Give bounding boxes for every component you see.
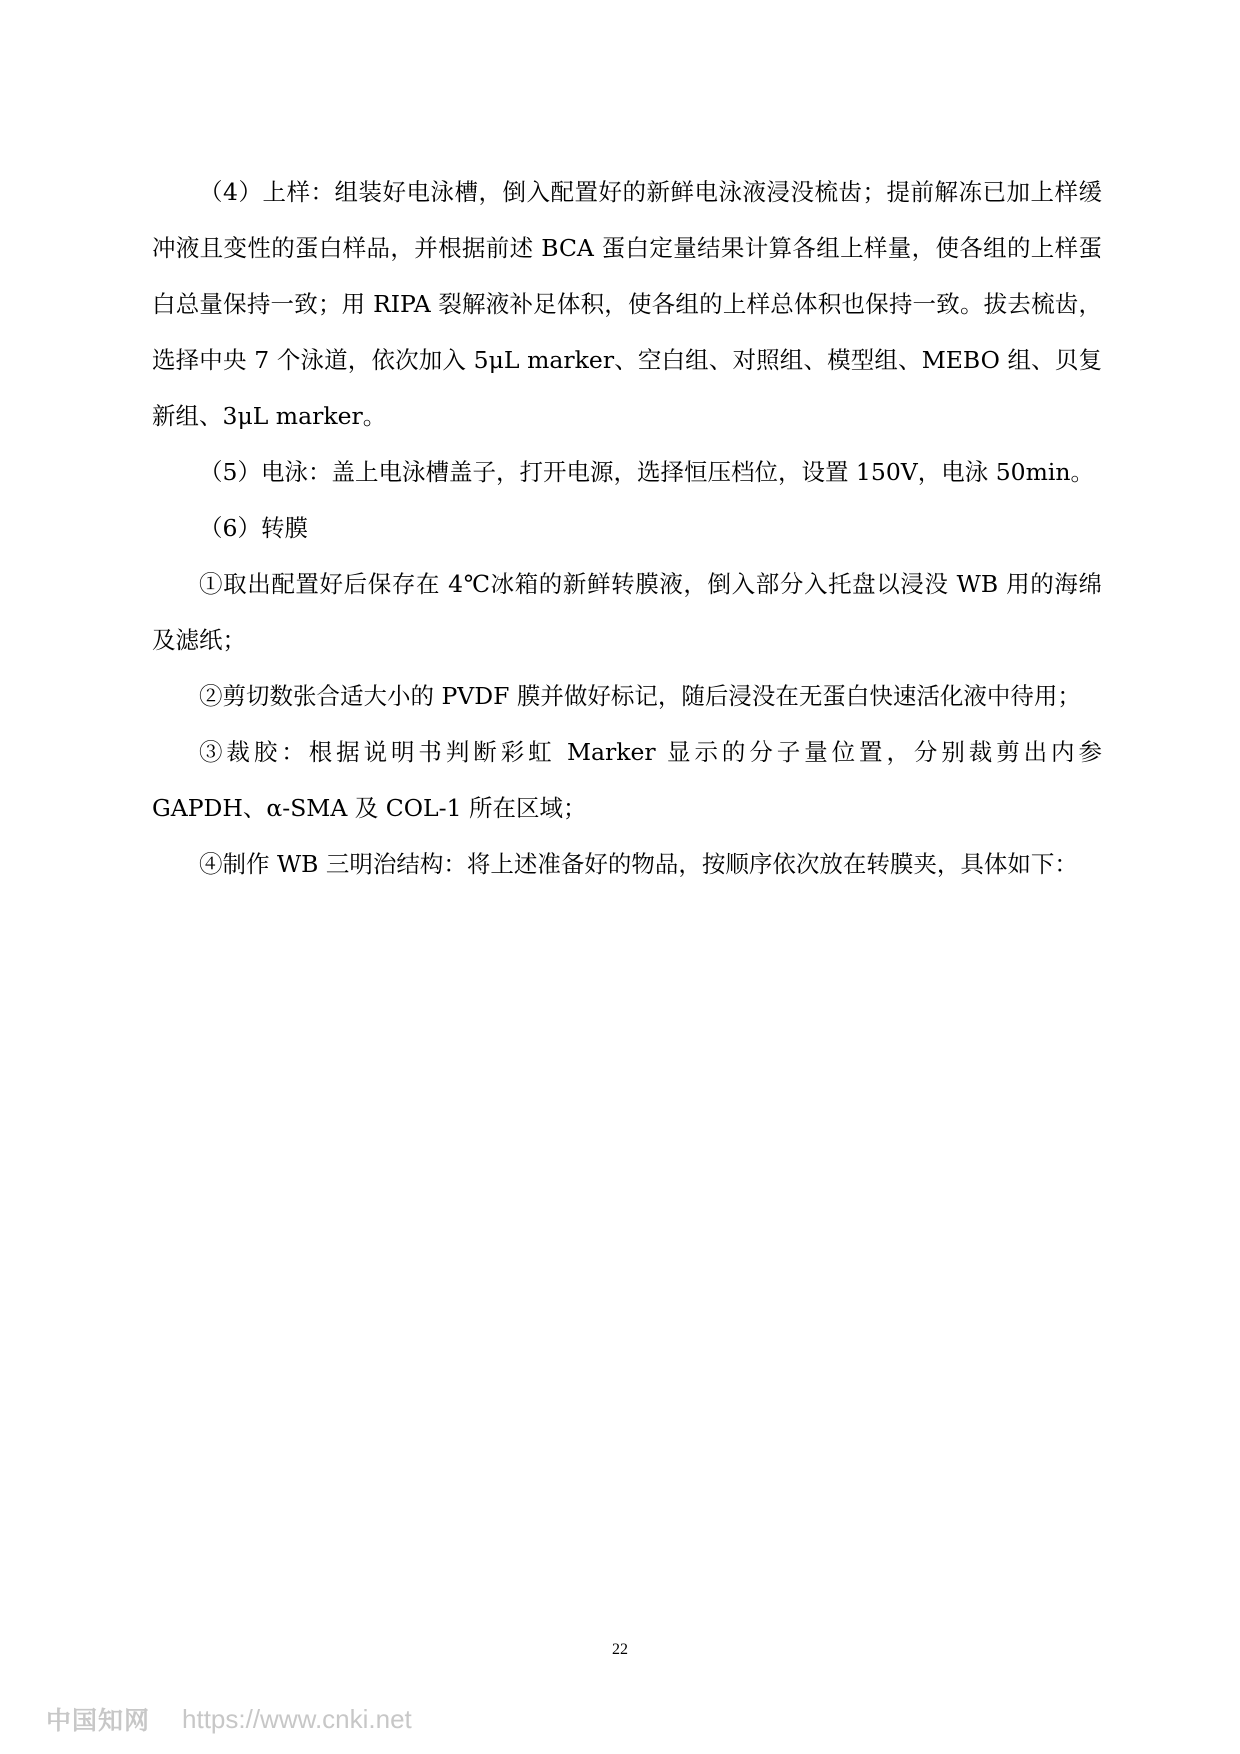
paragraph-transfer-step-1: ①取出配置好后保存在 4℃冰箱的新鲜转膜液，倒入部分入托盘以浸没 WB 用的海绵及滤纸；: [152, 570, 1102, 654]
paragraph-loading-samples: （4）上样：组装好电泳槽，倒入配置好的新鲜电泳液浸没梳齿；提前解冻已加上样缓冲液且变性的蛋白样品，并根据前述 BCA 蛋白定量结果计算各组上样量，使各组的上样蛋白总量保持一致；用 RIPA 裂解液补足体积，使各组的上样总体积也保持一致。拔去梳齿，选择中央 7 个泳道，依次加入 5μL marker、空白组、对照组、模型组、MEBO 组、贝复新组、3μL marker。: [152, 178, 1102, 430]
page-number: 22: [612, 1641, 628, 1658]
paragraph-transfer-step-3: ③裁胶：根据说明书判断彩虹 Marker 显示的分子量位置，分别裁剪出内参 GAPDH、α-SMA 及 COL-1 所在区域；: [152, 738, 1102, 822]
paragraph-transfer-step-4: ④制作 WB 三明治结构：将上述准备好的物品，按顺序依次放在转膜夹，具体如下：: [199, 850, 1078, 878]
watermark-url: https://www.cnki.net: [182, 1703, 412, 1734]
paragraph-transfer-heading: （6）转膜: [199, 514, 308, 542]
paragraph-electrophoresis: （5）电泳：盖上电泳槽盖子，打开电源，选择恒压档位，设置 150V，电泳 50min。: [199, 458, 1095, 486]
watermark-logo: 中国知网: [46, 1706, 151, 1735]
body-text: [152, 164, 1102, 892]
cnki-watermark: [46, 1703, 412, 1735]
paragraph-transfer-step-2: ②剪切数张合适大小的 PVDF 膜并做好标记，随后浸没在无蛋白快速活化液中待用；: [199, 682, 1081, 710]
